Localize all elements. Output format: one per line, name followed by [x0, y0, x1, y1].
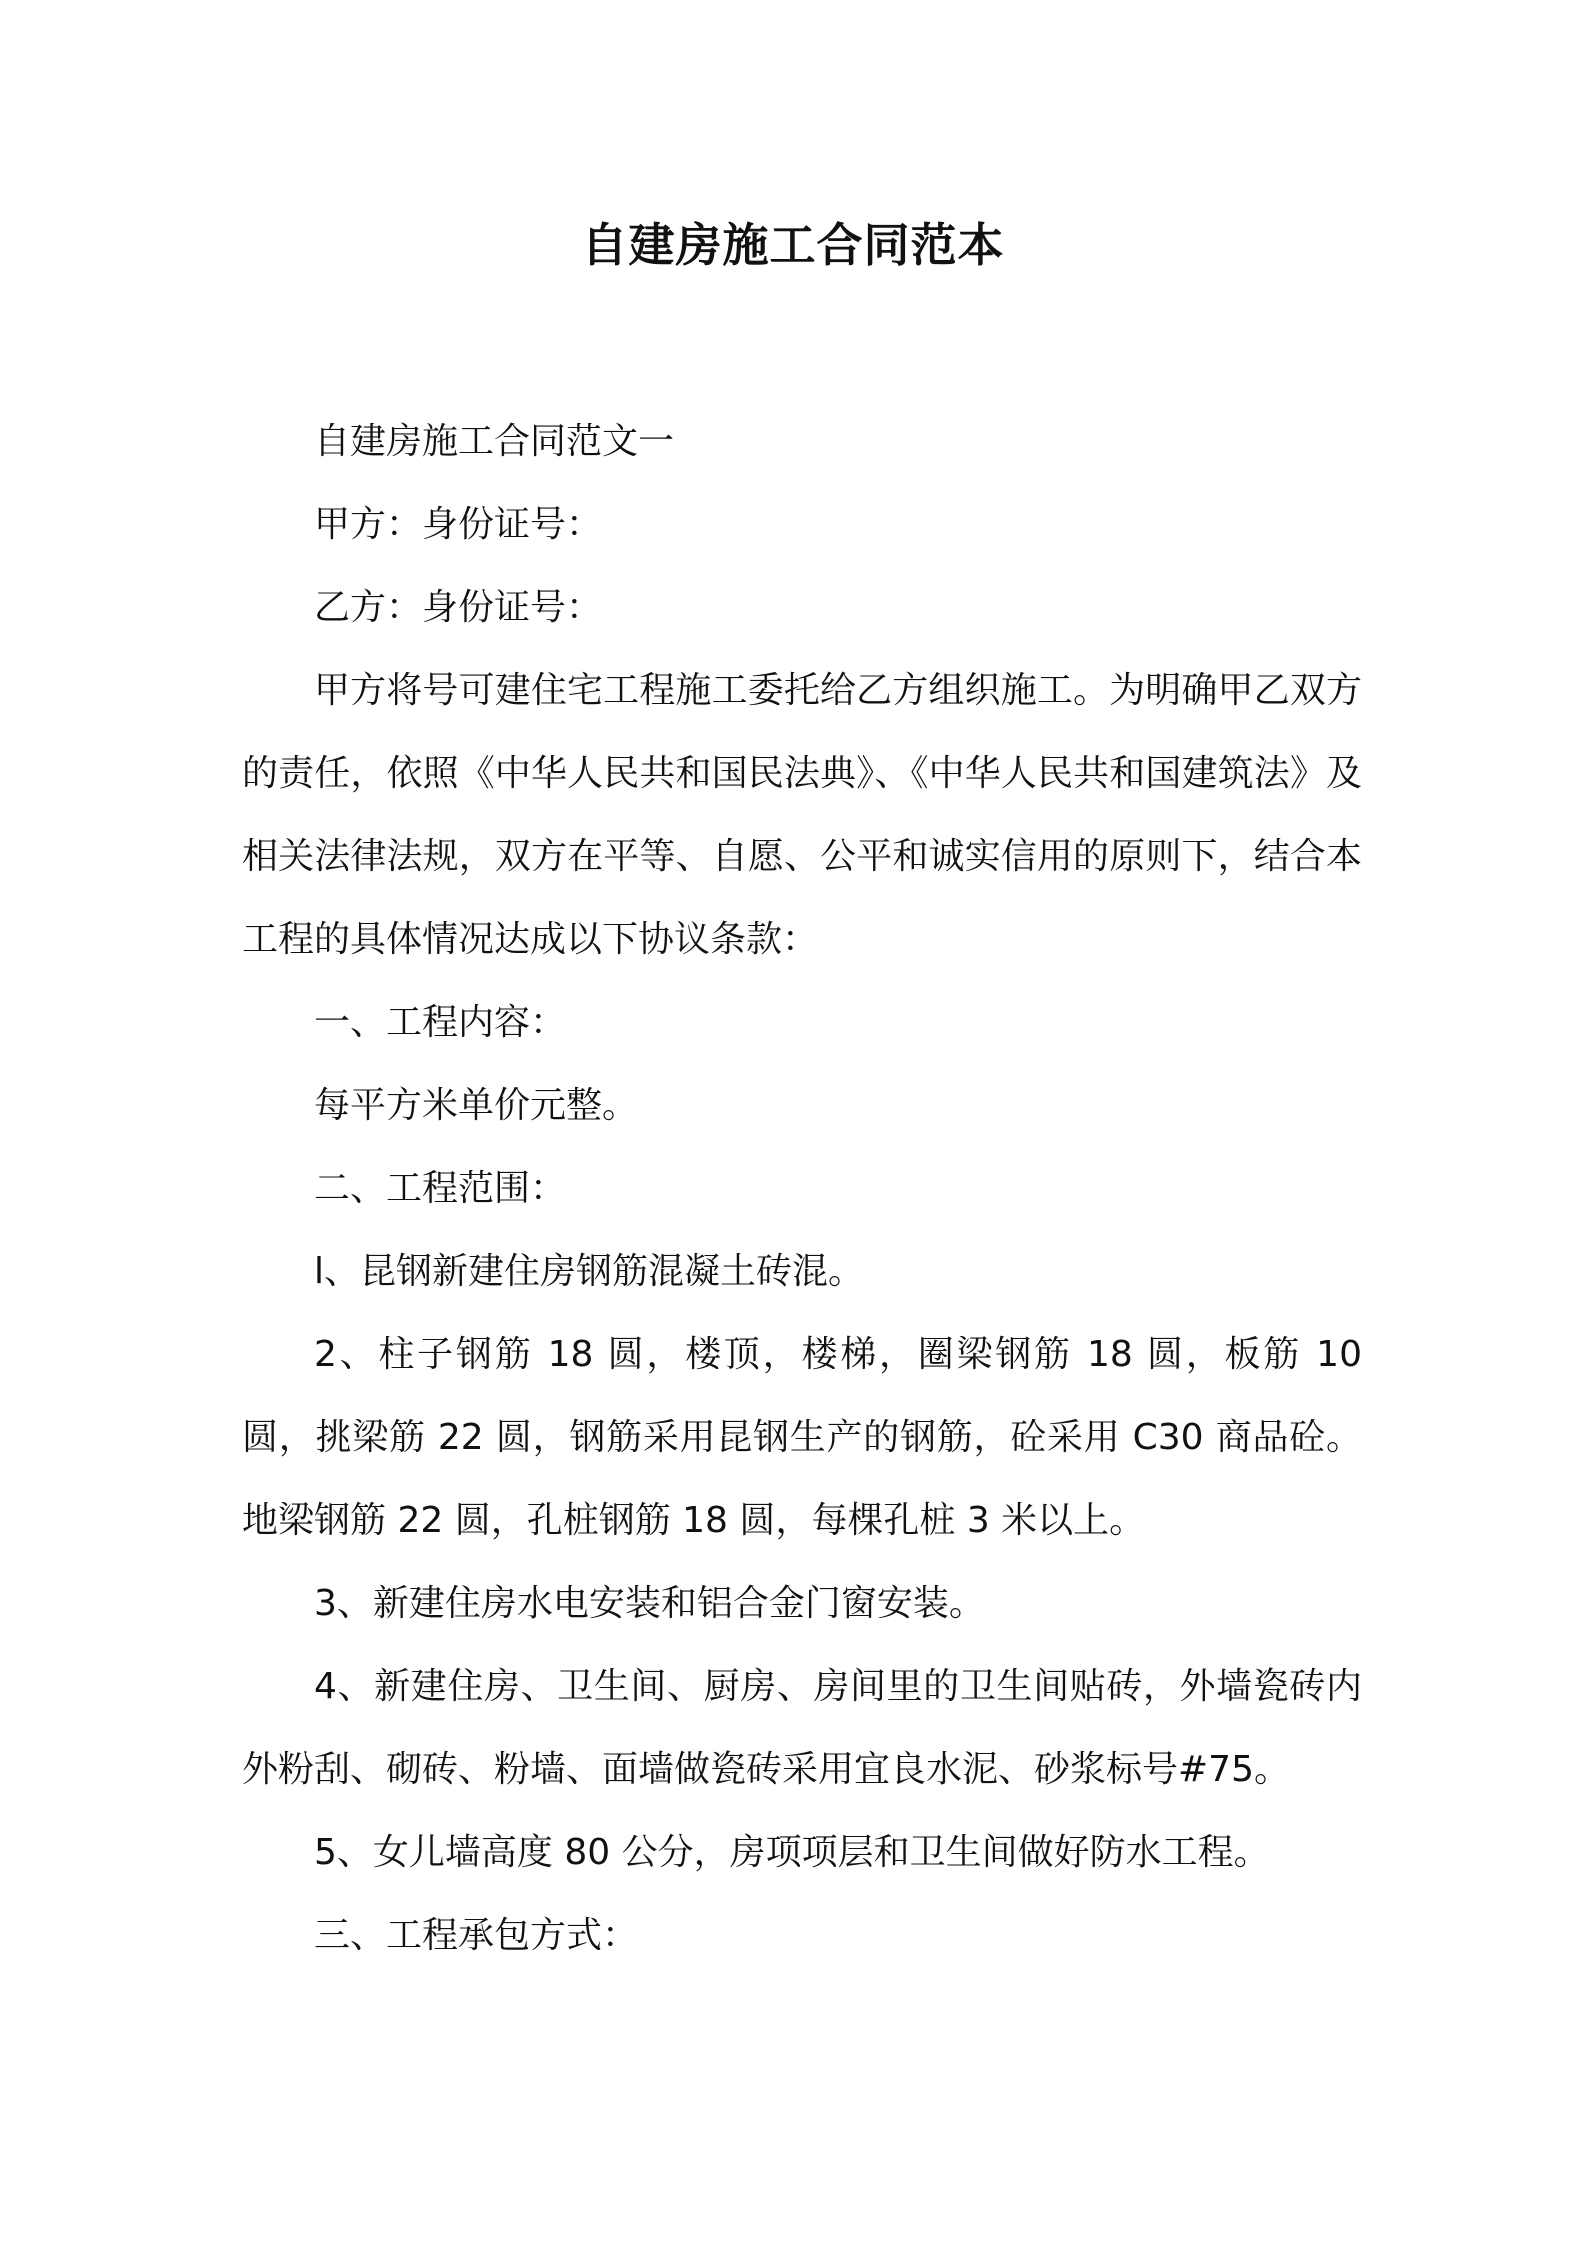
- clause-heading-contract-method: 三、工程承包方式：: [314, 1915, 639, 1956]
- scope-item-1: l、昆钢新建住房钢筋混凝土砖混。: [314, 1251, 865, 1292]
- party-a-line: 甲方：身份证号：: [314, 504, 603, 545]
- unit-price-line: 每平方米单价元整。: [314, 1085, 639, 1126]
- section-heading-sample-one: 自建房施工合同范文一: [314, 421, 675, 462]
- preamble-paragraph: 甲方将号可建住宅工程施工委托给乙方组织施工。为明确甲乙双方的责任，依照《中华人民共和国民法典》、《中华人民共和国建筑法》及相关法律法规，双方在平等、自愿、公平和诚实信用的原则下，结合本工程的具体情况达成以下协议条款：: [242, 670, 1362, 960]
- clause-heading-project-scope: 二、工程范围：: [314, 1168, 567, 1209]
- scope-item-3: 3、新建住房水电安装和铝合金门窗安装。: [314, 1583, 985, 1624]
- document-title: 自建房施工合同范本: [581, 218, 1005, 272]
- document-body: [242, 400, 1362, 1977]
- party-b-line: 乙方：身份证号：: [314, 587, 603, 628]
- scope-item-2: 2、柱子钢筋 18 圆，楼顶，楼梯，圈梁钢筋 18 圆，板筋 10 圆，挑梁筋 22 圆，钢筋采用昆钢生产的钢筋，砼采用 C30 商品砼。地梁钢筋 22 圆，孔桩钢筋 18 圆，每棵孔桩 3 米以上。: [242, 1334, 1362, 1541]
- scope-item-4: 4、新建住房、卫生间、厨房、房间里的卫生间贴砖，外墙瓷砖内外粉刮、砌砖、粉墙、面墙做瓷砖采用宜良水泥、砂浆标号#75。: [242, 1666, 1362, 1790]
- clause-heading-project-content: 一、工程内容：: [314, 1002, 567, 1043]
- scope-item-5: 5、女儿墙高度 80 公分，房项项层和卫生间做好防水工程。: [314, 1832, 1270, 1873]
